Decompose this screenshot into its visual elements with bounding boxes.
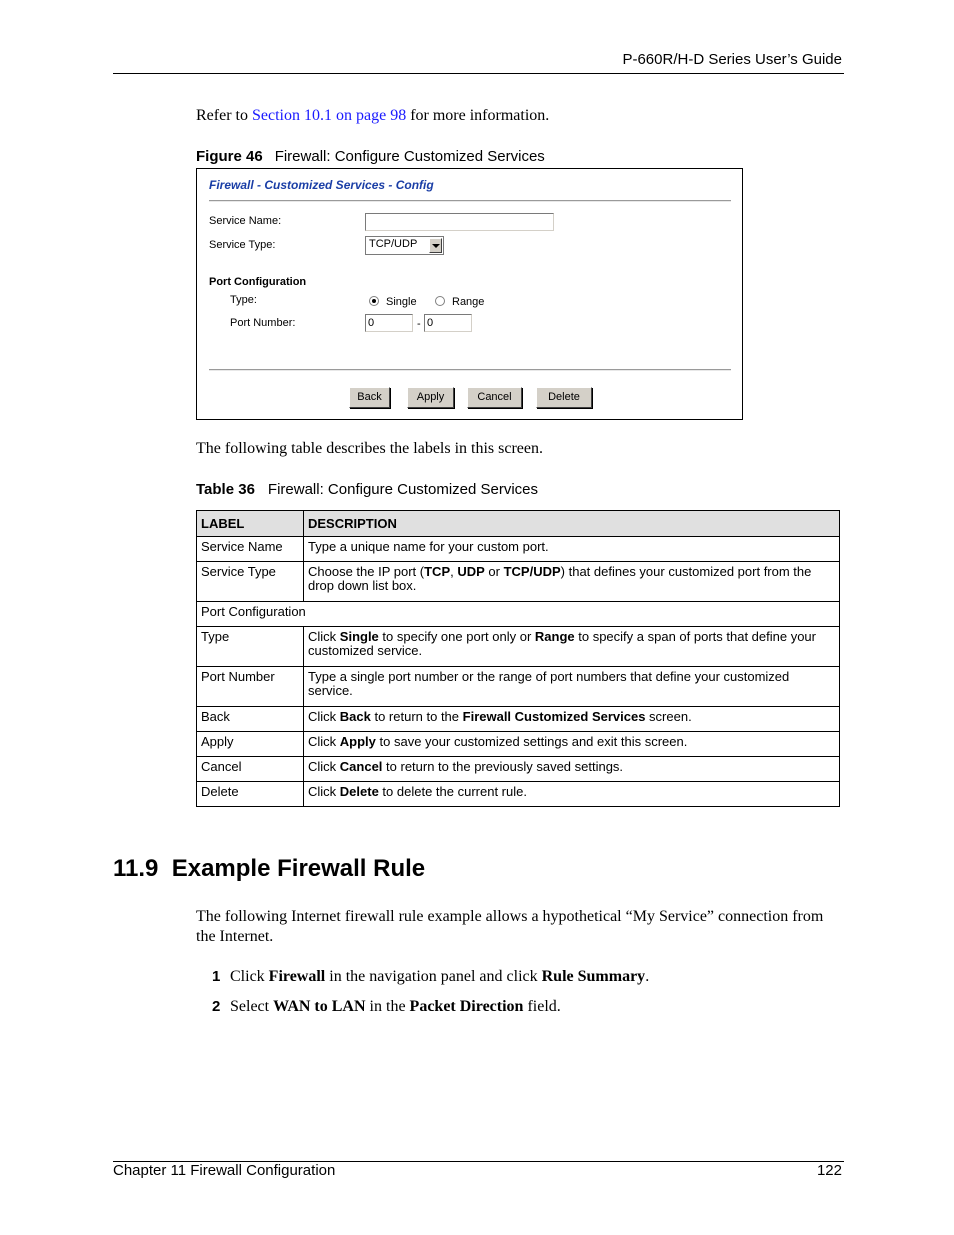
port-to-input[interactable]: 0 <box>424 314 472 332</box>
intro-prefix: Refer to <box>196 107 252 124</box>
row-label: Service Type <box>197 562 304 602</box>
table-row <box>197 537 840 562</box>
row-label: Service Name <box>197 537 304 562</box>
step-2: 2 Select WAN to LAN in the Packet Direction field. <box>212 998 561 1015</box>
row-label: Cancel <box>197 757 304 782</box>
header-rule <box>113 73 844 74</box>
port-from-input[interactable]: 0 <box>365 314 413 332</box>
row-label: Type <box>197 627 304 667</box>
header-label: LABEL <box>197 511 304 537</box>
table-row <box>197 707 840 732</box>
section-paragraph: The following Internet firewall rule example allows a hypothetical “My Service” connection from the Internet. <box>196 908 824 945</box>
running-header: P-660R/H-D Series User’s Guide <box>622 51 842 68</box>
row-description: Click Apply to save your customized settings and exit this screen. <box>304 732 840 757</box>
table-row <box>197 757 840 782</box>
table-row <box>197 782 840 807</box>
header-description: DESCRIPTION <box>304 511 840 537</box>
table-row <box>197 562 840 602</box>
row-description: Type a single port number or the range of port numbers that define your customized service. <box>304 667 840 707</box>
service-name-input[interactable] <box>365 213 554 231</box>
service-type-label: Service Type: <box>209 239 276 251</box>
row-description: Click Cancel to return to the previously saved settings. <box>304 757 840 782</box>
port-config-heading: Port Configuration <box>209 276 307 288</box>
row-label: Apply <box>197 732 304 757</box>
figure-number: Figure 46 <box>196 148 263 165</box>
table-caption-text: Firewall: Configure Customized Services <box>267 481 539 498</box>
table-row <box>197 732 840 757</box>
intro-paragraph <box>196 107 549 125</box>
figure-caption <box>196 148 545 165</box>
back-button[interactable]: Back <box>349 387 390 408</box>
row-description: Click Delete to delete the current rule. <box>304 782 840 807</box>
labels-table <box>196 510 840 807</box>
service-name-label: Service Name: <box>209 215 282 227</box>
radio-range-label: Range <box>452 296 485 308</box>
row-description: Type a unique name for your custom port. <box>304 537 840 562</box>
table-header-row <box>197 511 840 537</box>
section-link-part2: on page 98 <box>331 107 407 124</box>
apply-button[interactable]: Apply <box>407 387 454 408</box>
table-row <box>197 667 840 707</box>
intro-suffix: for more information. <box>406 107 550 124</box>
title-divider <box>209 200 731 202</box>
step-1: 1 Click Firewall in the navigation panel and click Rule Summary. <box>212 968 650 985</box>
row-label: Port Number <box>197 667 304 707</box>
footer-chapter: Chapter 11 Firewall Configuration <box>113 1162 336 1179</box>
radio-single-label: Single <box>386 296 417 308</box>
delete-button[interactable]: Delete <box>536 387 592 408</box>
type-label: Type: <box>230 294 257 306</box>
port-number-label: Port Number: <box>230 317 296 329</box>
row-description: Click Single to specify one port only or Range to specify a span of ports that define your customized service. <box>304 627 840 667</box>
service-type-select[interactable] <box>365 236 444 255</box>
table-intro: The following table describes the labels in this screen. <box>196 440 544 457</box>
step-number: 1 <box>212 968 221 985</box>
row-label: Back <box>197 707 304 732</box>
section-heading: 11.9 Example Firewall Rule <box>113 855 426 882</box>
table-caption <box>196 481 538 498</box>
service-type-value: TCP/UDP <box>369 238 418 250</box>
table-row <box>197 627 840 667</box>
section-link[interactable] <box>252 107 406 124</box>
screen-title: Firewall - Customized Services - Config <box>209 178 434 192</box>
buttons-divider <box>209 369 731 371</box>
chevron-down-icon[interactable] <box>429 238 442 253</box>
row-description: Click Back to return to the Firewall Customized Services screen. <box>304 707 840 732</box>
cancel-button[interactable]: Cancel <box>467 387 522 408</box>
radio-single[interactable] <box>369 296 379 306</box>
section-link-part1: Section 10.1 <box>251 107 332 124</box>
figure-caption-text: Firewall: Configure Customized Services <box>274 148 545 165</box>
footer-page-number: 122 <box>816 1162 842 1179</box>
table-number: Table 36 <box>196 481 255 498</box>
row-label: Port Configuration <box>197 602 840 627</box>
table-row <box>197 602 840 627</box>
row-label: Delete <box>197 782 304 807</box>
config-screenshot <box>196 168 743 420</box>
port-separator: - <box>417 318 421 330</box>
row-description: Choose the IP port (TCP, UDP or TCP/UDP) that defines your customized port from the drop down list box. <box>304 562 840 602</box>
step-number: 2 <box>212 998 221 1015</box>
radio-range[interactable] <box>435 296 445 306</box>
